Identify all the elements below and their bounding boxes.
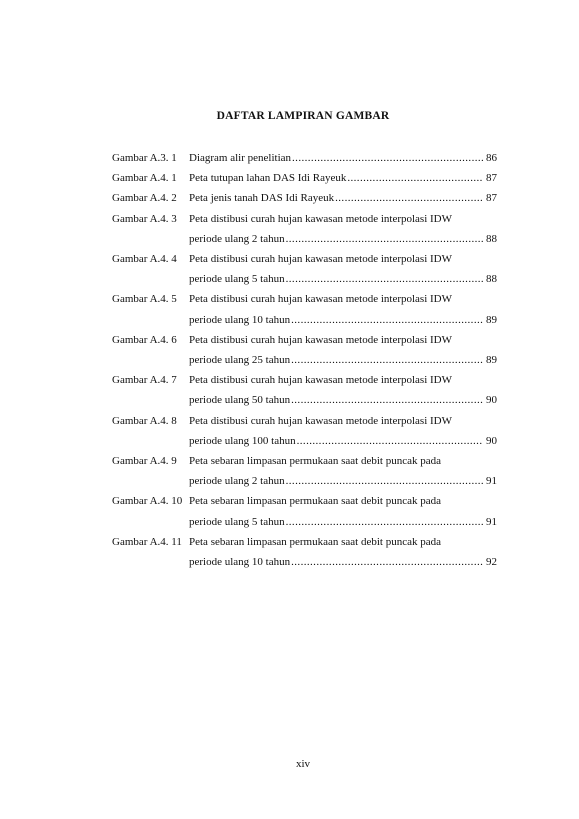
list-item[interactable]	[112, 168, 497, 188]
figure-label: Gambar A.4. 3	[112, 212, 177, 225]
figure-caption: Peta distibusi curah hujan kawasan metode interpolasi IDW	[189, 374, 453, 387]
figure-label: Gambar A.4. 5	[112, 293, 177, 306]
dot-leader	[286, 229, 483, 249]
page-ref: 87	[486, 192, 497, 205]
figure-caption: Peta tutupan lahan DAS Idi Rayeuk	[189, 172, 347, 185]
figure-caption-continued: periode ulang 2 tahun	[189, 232, 285, 245]
figure-caption: Peta distibusi curah hujan kawasan metode interpolasi IDW	[189, 212, 453, 225]
figure-caption-continued: periode ulang 10 tahun	[189, 313, 291, 326]
list-item[interactable]	[112, 209, 497, 249]
list-item[interactable]	[112, 188, 497, 208]
dot-leader	[286, 512, 483, 532]
figure-label: Gambar A.4. 9	[112, 455, 177, 468]
dot-leader	[347, 168, 483, 188]
figure-caption: Peta distibusi curah hujan kawasan metode interpolasi IDW	[189, 253, 453, 266]
page-ref: 87	[486, 172, 497, 185]
dot-leader	[286, 471, 483, 491]
page-number: xiv	[295, 758, 311, 770]
page-ref: 89	[486, 354, 497, 367]
figure-caption: Peta jenis tanah DAS Idi Rayeuk	[189, 192, 335, 205]
list-item[interactable]	[112, 249, 497, 289]
page-ref: 90	[486, 434, 497, 447]
list-item[interactable]	[112, 370, 497, 410]
dot-leader	[291, 350, 483, 370]
dot-leader	[291, 552, 483, 572]
page-ref: 91	[486, 475, 497, 488]
list-item[interactable]	[112, 411, 497, 451]
figure-caption-continued: periode ulang 5 tahun	[189, 515, 285, 528]
list-item[interactable]	[112, 532, 497, 572]
figure-caption-continued: periode ulang 10 tahun	[189, 556, 291, 569]
figure-label: Gambar A.4. 7	[112, 374, 177, 387]
figure-caption-continued: periode ulang 5 tahun	[189, 273, 285, 286]
page-ref: 88	[486, 273, 497, 286]
figure-caption-continued: periode ulang 2 tahun	[189, 475, 285, 488]
figure-label: Gambar A.3. 1	[112, 152, 177, 164]
page-ref: 92	[486, 556, 497, 569]
figure-caption-continued: periode ulang 50 tahun	[189, 394, 291, 407]
dot-leader	[291, 310, 483, 330]
figure-caption: Diagram alir penelitian	[189, 152, 292, 164]
list-item[interactable]	[112, 148, 497, 168]
page-ref: 89	[486, 313, 497, 326]
page-title: DAFTAR LAMPIRAN GAMBAR	[216, 110, 390, 122]
figure-list	[112, 148, 497, 572]
dot-leader	[286, 269, 483, 289]
dot-leader	[292, 148, 483, 168]
dot-leader	[291, 390, 483, 410]
figure-caption: Peta sebaran limpasan permukaan saat debit puncak pada	[189, 495, 441, 508]
figure-caption: Peta distibusi curah hujan kawasan metode interpolasi IDW	[189, 293, 453, 306]
figure-caption: Peta sebaran limpasan permukaan saat debit puncak pada	[189, 535, 441, 548]
figure-caption: Peta distibusi curah hujan kawasan metode interpolasi IDW	[189, 414, 453, 427]
list-item[interactable]	[112, 491, 497, 531]
list-item[interactable]	[112, 330, 497, 370]
dot-leader	[335, 188, 483, 208]
figure-caption-continued: periode ulang 100 tahun	[189, 434, 296, 447]
page-ref: 90	[486, 394, 497, 407]
figure-label: Gambar A.4. 1	[112, 172, 177, 185]
figure-label: Gambar A.4. 4	[112, 253, 177, 266]
page-ref: 88	[486, 232, 497, 245]
figure-caption: Peta sebaran limpasan permukaan saat debit puncak pada	[189, 455, 441, 468]
list-item[interactable]	[112, 451, 497, 491]
figure-label: Gambar A.4. 6	[112, 333, 177, 346]
page-ref: 86	[486, 152, 497, 164]
dot-leader	[297, 431, 483, 451]
figure-caption-continued: periode ulang 25 tahun	[189, 354, 291, 367]
figure-caption: Peta distibusi curah hujan kawasan metode interpolasi IDW	[189, 333, 453, 346]
figure-label: Gambar A.4. 10	[112, 495, 183, 508]
list-item[interactable]	[112, 289, 497, 329]
figure-label: Gambar A.4. 11	[112, 535, 182, 548]
figure-label: Gambar A.4. 8	[112, 414, 177, 427]
figure-label: Gambar A.4. 2	[112, 192, 177, 205]
page-ref: 91	[486, 515, 497, 528]
